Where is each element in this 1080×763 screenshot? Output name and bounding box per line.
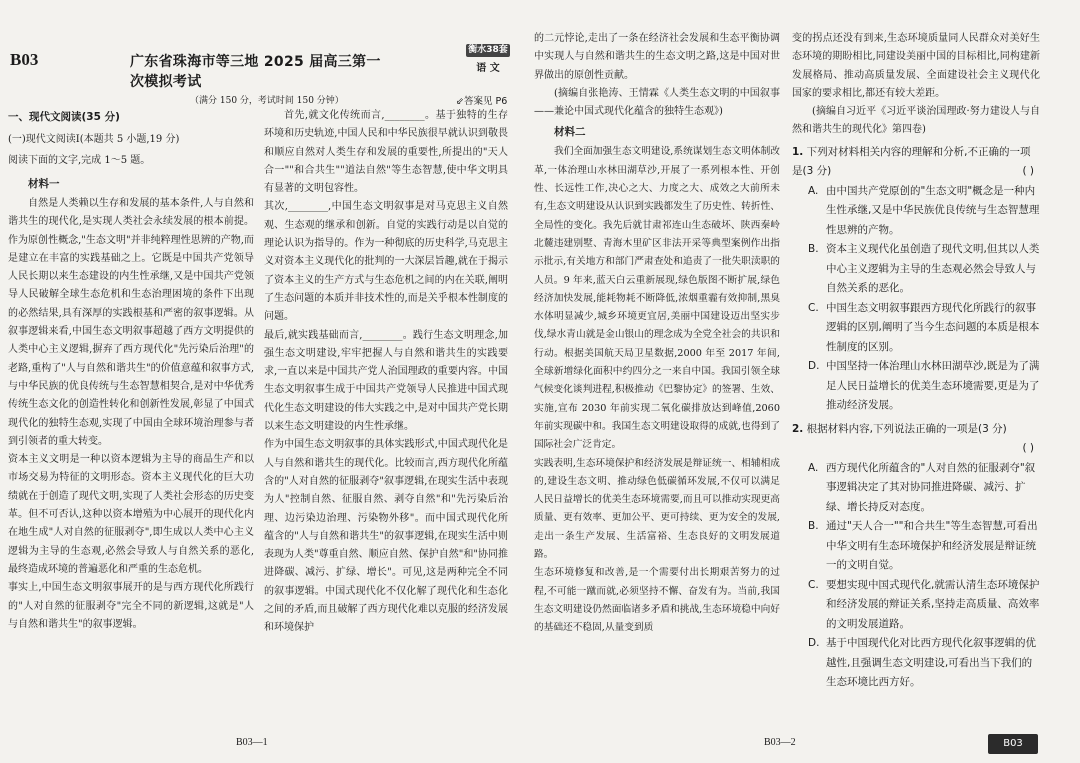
column-3 [534, 30, 780, 638]
option: C. 中国生态文明叙事跟西方现代化所践行的叙事逻辑的区别,阐明了当今生态问题的本质是根本性制度的区别。 [808, 301, 1040, 353]
question-1-stem: 1. 下列对材料相关内容的理解和分析,不正确的一项是(3 分) ( ) [792, 143, 1040, 182]
answer-blank: ( ) [1022, 442, 1034, 455]
material-1-label: 材料一 [28, 178, 60, 190]
material-2-source: (摘编自习近平《习近平谈治国理政·努力建设人与自然和谐共生的现代化》第四卷) [792, 106, 1040, 136]
material-1-ending: 的二元悖论,走出了一条在经济社会发展和生态平衡协调中实现人与自然和谐共生的生态文明之路,这是中国对世界做出的原创性贡献。 [534, 33, 780, 81]
instruction: 阅读下面的文字,完成 1～5 题。 [8, 155, 151, 166]
column-4 [792, 30, 1040, 693]
option: D. 中国坚持一体治理山水林田湖草沙,既是为了满足人民日益增长的优美生态环境需要,更是为了推动经济发展。 [808, 360, 1040, 412]
material-2-label: 材料二 [554, 126, 586, 139]
option: A. 西方现代化所蕴含的"人对自然的征服剥夺"叙事逻辑决定了其对协同推进降碳、减污、扩绿、增长持反对态度。 [808, 461, 1036, 513]
page-number-1: B03—1 [236, 737, 268, 748]
arrow-icon: ⇙ [456, 96, 464, 107]
option: B. 资本主义现代化虽创造了现代文明,但其以人类中心主义逻辑为主导的生态观必然会导致人与自然关系的恶化。 [808, 243, 1040, 295]
material-1-source: (摘编自张艳涛、王情霖《人类生态文明的中国叙事——兼论中国式现代化蕴含的独特生态观》) [534, 87, 780, 118]
question-2-stem: 2. 根据材料内容,下列说法正确的一项是(3 分) [792, 422, 1007, 435]
page-tab: B03 [988, 734, 1038, 754]
option: D. 基于中国现代化对比西方现代化叙事逻辑的优越性,且强调生态文明建设,可看出当下我们的生态环境比西方好。 [808, 637, 1036, 689]
option: C. 要想实现中国式现代化,就需认清生态环境保护和经济发展的辩证关系,坚持走高质量、高效率的文明发展道路。 [808, 578, 1040, 630]
material-1-text: 自然是人类赖以生存和发展的基本条件,人与自然和谐共生的现代化,是实现人类社会永续发展的根本前提。作为原创性概念,"生态文明"并非纯粹理性思辨的产物,而是建立在丰富的实践基础之上。它既是中国共产党领导人民长期以来生态建设的内生性承继,又是中国共产党领导人民破解全球生态危机和生态治理困境的条件下出现的必然结果,具有深厚的实践根基和严密的叙事逻辑。从叙事逻辑来看,中国生态文明叙事超越了西方文明提供的人类中心主义逻辑,摒弃了西方现代化"先污染后治理"的老路,重构了"人与自然和谐共生"的价值意蕴和叙事方式,与中华民族的优良传统与生态智慧相契合,是对中华优秀传统生态文化的创造性转化和创新性发展,彰显了中国式现代化的独特生态观,实现了中国由全球环境治理参与者到引领者的重大转变。 资本主义文明是一种以资本逻辑为主导的商品生产和以市场交易为特征的文明形态。资本主义现代化的巨大功绩就在于创造了现代文明,实现了人类社会形态的历史变革。但不可否认,这种以资本增殖为中心展开的现代化内在地生成"人对自然的征服剥夺",即生成以人类中心主义逻辑为主导的生态观,必然会导致人与自然关系的恶化,最终造成环境的普遍恶化和严重的生态危机。 事实上,中国生态文明叙事展开的是与西方现代化所践行的"人对自然的征服剥夺"完全不同的新逻辑,这就是"人与自然和谐共生"的叙事逻辑。 [8, 198, 254, 630]
question-1 [792, 143, 1040, 416]
series-logo: 衡水38套 [466, 44, 510, 57]
material-2-ending: 变的拐点还没有到来,生态环境质量同人民群众对美好生态环境的期盼相比,同建设美丽中国的目标相比,同构建新发展格局、推动高质量发展、全面建设社会主义现代化国家的要求相比,都还有较大差距。 [792, 33, 1040, 99]
score-info: （满分 150 分，考试时间 150 分钟） [190, 96, 344, 106]
answer-reference: ⇙答案见 P6 [456, 96, 508, 107]
option: B. 通过"天人合一""和合共生"等生态智慧,可看出中华文明有生态环境保护和经济发展是辩证统一的文明自觉。 [808, 520, 1038, 572]
exam-title: 广东省珠海市等三地 2025 届高三第一次模拟考试 [130, 54, 381, 90]
material-2-text: 我们全面加强生态文明建设,系统谋划生态文明体制改革,一体治理山水林田湖草沙,开展了一系列根本性、开创性、长远性工作,决心之大、力度之大、成效之大前所未有,生态文明建设从认识到实践都发生了历史性、转折性、全局性的变化。我先后就甘肃祁连山生态破坏、陕西秦岭北麓违建别墅、青海木里矿区非法开采等典型案例作出指示批示,有关地方和部门严肃查处和追责了一批失职渎职的人员。9 年来,蓝天白云重新展现,绿色版图不断扩展,绿色经济加快发展,能耗物耗不断降低,浓烟重霾有效抑制,黑臭水体明显减少,城乡环境更宜居,美丽中国建设迈出坚实步伐,绿水青山就是金山银山的理念成为全党全社会的共识和行动。根据美国航天局卫星数据,2000 年至 2017 年间,全球新增绿化面积中约四分之一来自中国。我国引领全球气候变化谈判进程,积极推动《巴黎协定》的签署、生效、实施,宣布 2030 年前实现二氧化碳排放达到峰值,2060 年前实现碳中和。我国生态文明建设取得的成就,也得到了国际社会广泛肯定。 实践表明,生态环境保护和经济发展是辩证统一、相辅相成的,建设生态文明、推动绿色低碳循环发展,不仅可以满足人民日益增长的优美生态环境需要,而且可以推动实现更高质量、更有效率、更加公平、更可持续、更为安全的发展,走出一条生产发展、生活富裕、生态良好的文明发展道路。 生态环境修复和改善,是一个需要付出长期艰苦努力的过程,不可能一蹴而就,必须坚持不懈、奋发有为。当前,我国生态文明建设仍然面临诸多矛盾和挑战,生态环境稳中向好的基础还不稳固,从量变到质 [534, 146, 780, 634]
material-1-text-cont: 首先,就文化传统而言,________。基于独特的生存环境和历史轨迹,中国人民和中华民族很早就认识到敬畏和顺应自然对人类生存和发展的重要性,所提出的"天人合一""和合共生""道法自然"等生态智慧,使中华文明具有显著的文明包容性。 其次,________,中国生态文明叙事是对马克思主义自然观、生态观的继承和创新。自觉的实践行动是以自觉的理论认识为指导的。作为一种彻底的历史科学,马克思主义对资本主义现代化的批判的一大深层旨趣,就在于揭示了资本主义的生产方式与生态危机之间的内在关联,阐明了生态问题的本质并非技术性的,而是关乎根本性制度的问题。 最后,就实践基础而言,________。践行生态文明理念,加强生态文明建设,牢牢把握人与自然和谐共生的实践要求,一直以来是中国共产党人治国理政的重要内容。中国生态文明叙事生成于中国共产党领导人民推进中国式现代化生态文明建设的伟大实践之中,是对中国共产党长期以来生态文明建设的内生性承继。 作为中国生态文明叙事的具体实践形式,中国式现代化是人与自然和谐共生的现代化。比较而言,西方现代化所蕴含的"人对自然的征服剥夺"叙事逻辑,在现实生活中表现为人"控制自然、征服自然、剥夺自然"和"先污染后治理、边污染边治理、污染物外移"。而中国式现代化所蕴含的"人与自然和谐共生"的叙事逻辑,在现实生活中则表现为人类"尊重自然、顺应自然、保护自然"和"协同推进降碳、减污、扩绿、增长"。可见,这是两种完全不同的叙事逻辑。中国式现代化不仅化解了现代化和生态化之间的矛盾,而且破解了西方现代化难以克服的经济发展和环境保护 [264, 110, 508, 634]
question-2 [792, 420, 1040, 693]
subsection-heading: (一)现代文阅读Ⅰ(本题共 5 小题,19 分) [8, 134, 180, 145]
section-heading: 一、现代文阅读(35 分) [8, 111, 120, 123]
option: A. 由中国共产党原创的"生态文明"概念是一种内生性承继,又是中华民族优良传统与生态智慧理性思辨的产物。 [808, 184, 1040, 236]
subject-label: 语 文 [476, 63, 500, 74]
answer-blank: ( ) [1022, 165, 1034, 178]
series-badge [466, 44, 510, 74]
page-code: B03 [10, 50, 39, 69]
page-number-2: B03—2 [764, 737, 796, 748]
section-heading-block [8, 108, 254, 195]
